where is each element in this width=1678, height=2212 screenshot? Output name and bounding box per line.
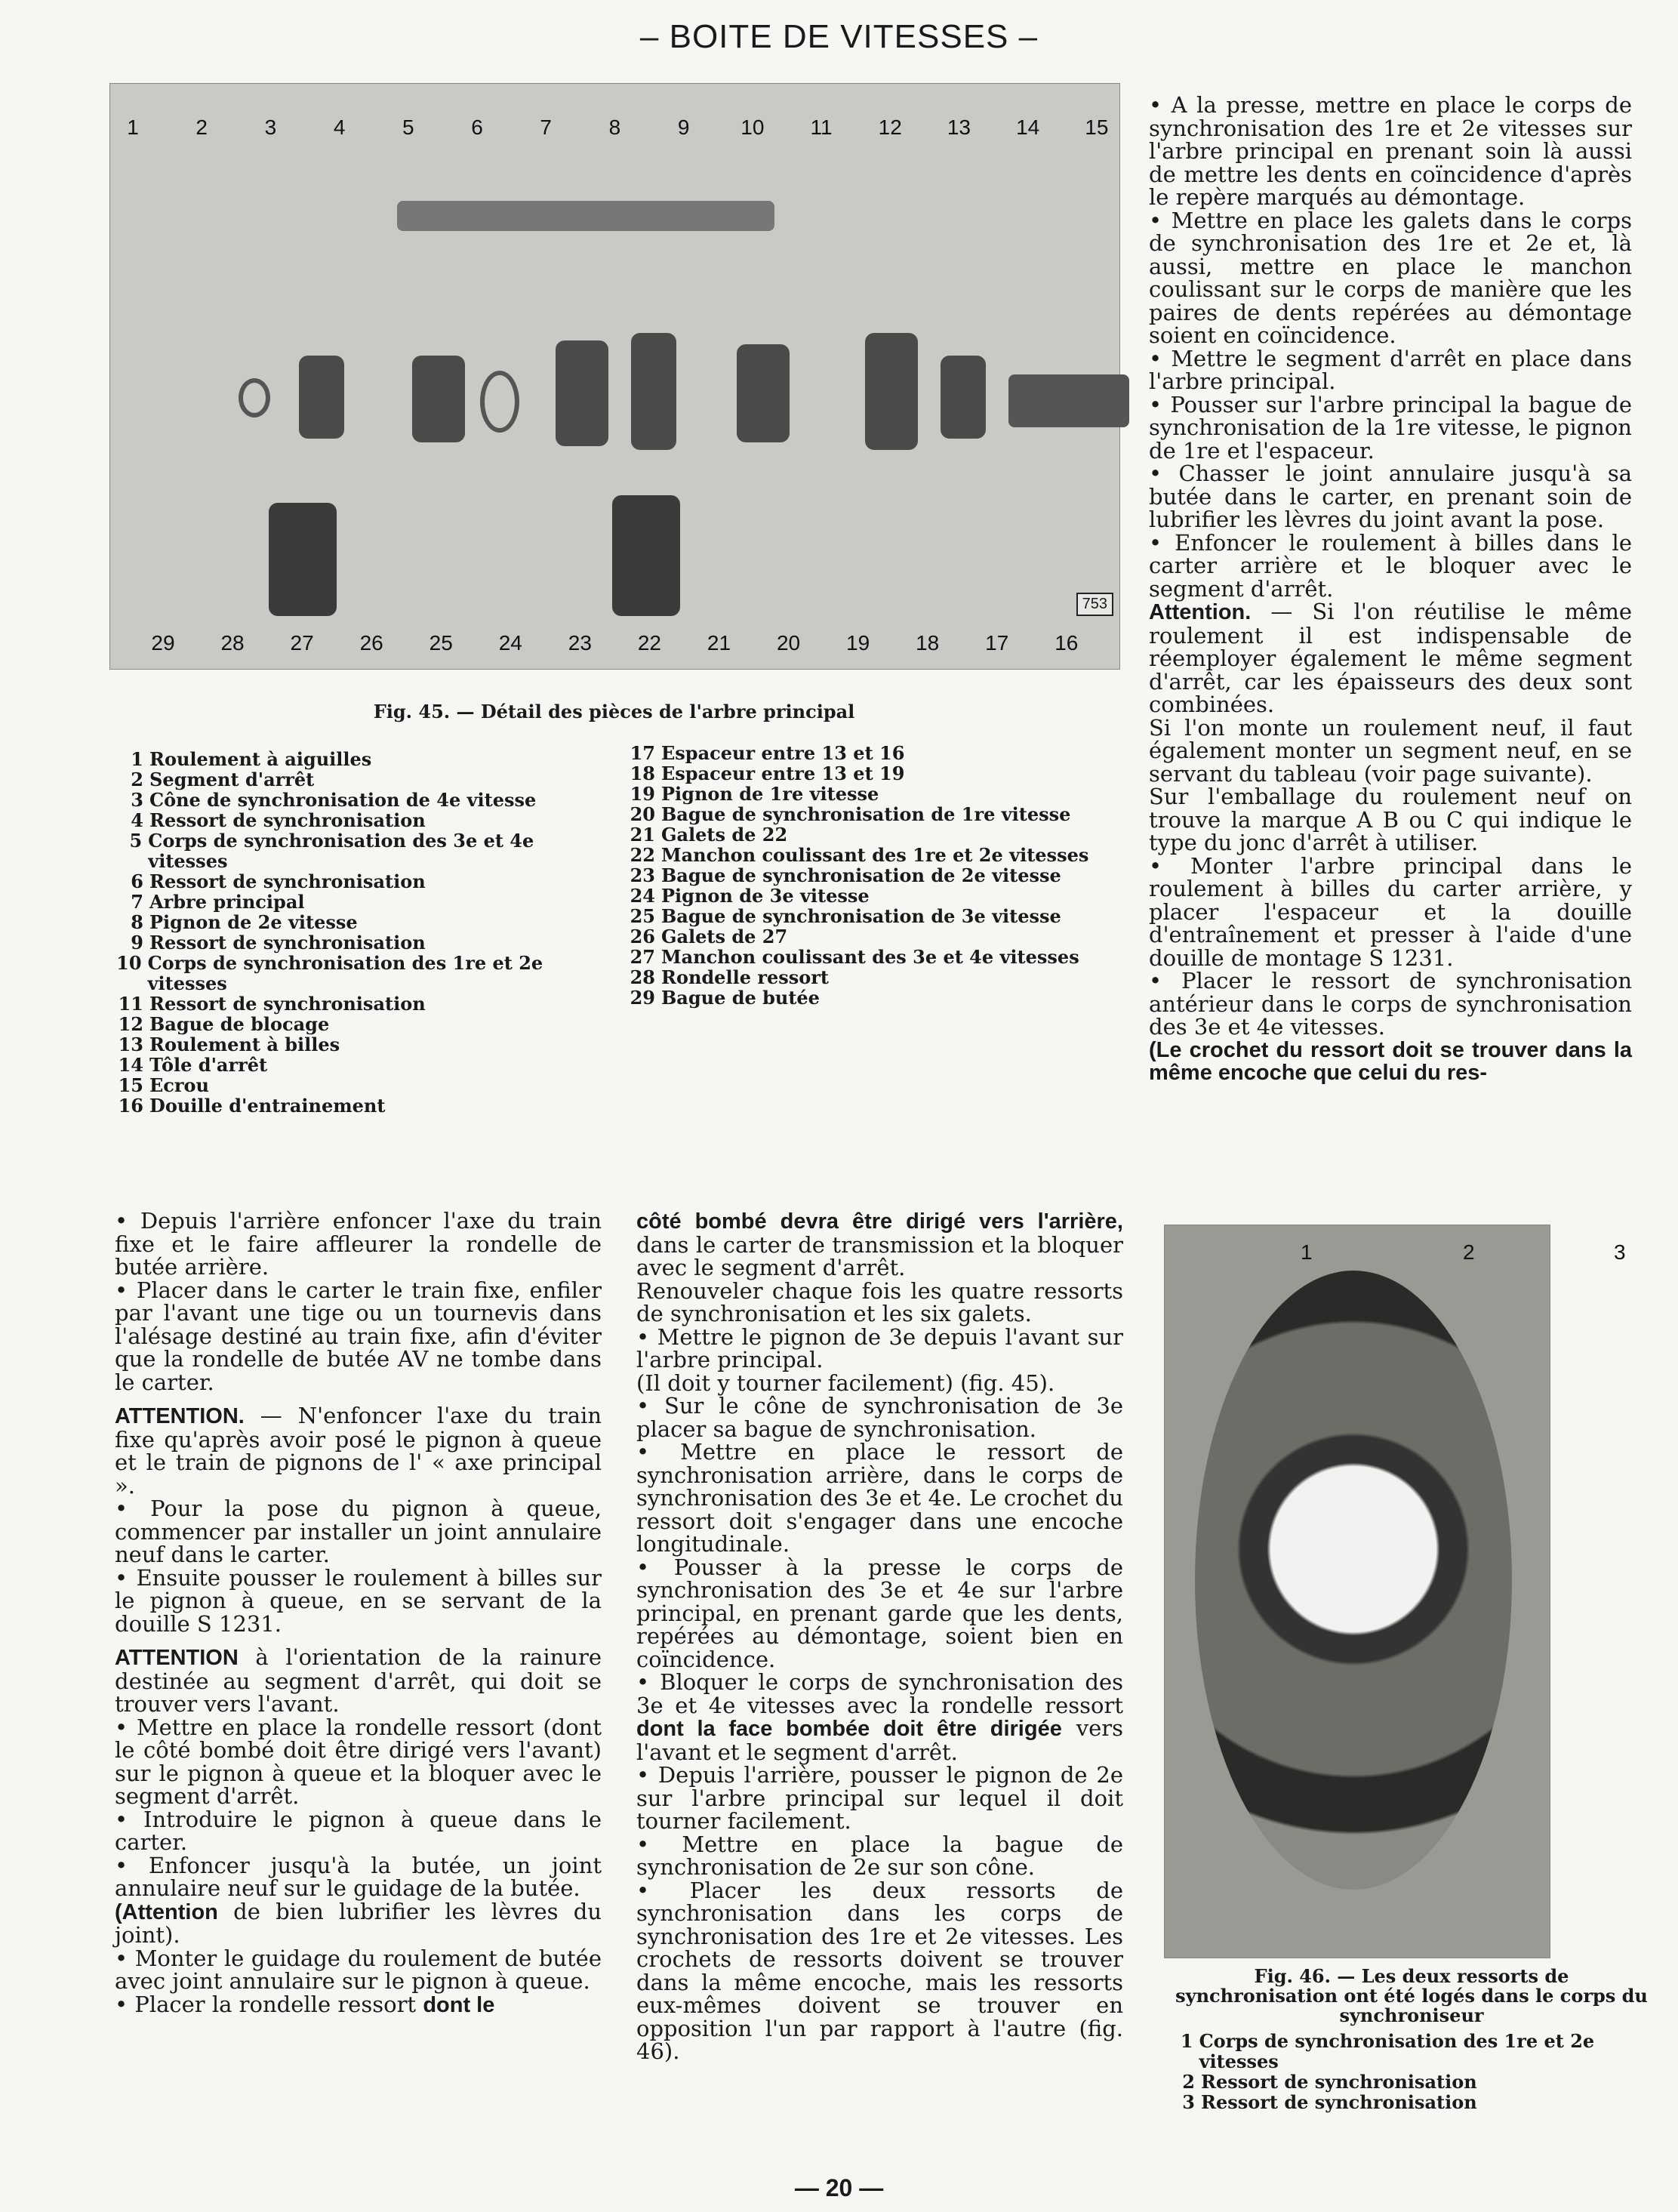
item-number: 8 <box>131 911 143 933</box>
paragraph: • Bloquer le corps de synchronisation des 3e et 4e vitesses avec la rondelle ressort <box>636 1669 1123 1718</box>
callout-number: 4 <box>333 116 346 139</box>
list-item <box>115 790 598 810</box>
item-number: 22 <box>630 844 655 866</box>
attention-label: Attention. <box>1149 600 1252 624</box>
paragraph: • Pousser à la presse le corps de synchronisation des 3e et 4e sur l'arbre principal, en prenant garde que les dents, repérées au démontage, soient bien en coïncidence. <box>636 1554 1123 1672</box>
item-text: Ressort de synchronisation <box>1201 2091 1477 2113</box>
item-text: Ressort de synchronisation <box>149 809 426 831</box>
item-number: 18 <box>630 762 655 784</box>
fig45-caption: Fig. 45. — Détail des pièces de l'arbre principal <box>373 701 855 722</box>
paragraph: Si l'on monte un roulement neuf, il faut également monter un segment neuf, en se servant du tableau (voir page suivante). <box>1149 714 1632 787</box>
item-text: Bague de butée <box>661 987 820 1009</box>
item-text: Roulement à aiguilles <box>149 748 372 770</box>
item-text: Douille d'entrainement <box>149 1095 386 1117</box>
paragraph: Sur l'emballage du roulement neuf on trouve la marque A B ou C qui indique le type du jonc d'arrêt à utiliser. <box>1149 784 1632 855</box>
paragraph: • Chasser le joint annulaire jusqu'à sa butée dans le carter, en prenant soin de lubrifier les lèvres du joint avant la pose. <box>1149 461 1632 532</box>
synchronizer-gear-image <box>1195 1271 1512 1890</box>
paragraph: • Sur le cône de synchronisation de 3e placer sa bague de synchronisation. <box>636 1393 1123 1442</box>
list-item <box>1166 2072 1649 2092</box>
callout-number: 20 <box>776 631 801 655</box>
item-text: Arbre principal <box>149 891 305 913</box>
callout-number: 17 <box>985 631 1009 655</box>
fig45-top-numbers <box>110 116 1119 140</box>
callout-number: 18 <box>916 631 940 655</box>
item-text: Pignon de 1re vitesse <box>661 783 879 805</box>
paragraph: • Placer les deux ressorts de synchronisation dans les corps de synchronisation des 1re et 2e vitesses. Les crochets de ressorts doivent se trouver dans la même encoche, mais les ressorts eux-mêmes doivent se trouver en opposition l'un par rapport à l'autre (fig. 46). <box>636 1877 1123 2064</box>
paragraph: de bien lubrifier les lèvres du joint). <box>115 1898 602 1948</box>
item-text: Ressort de synchronisation <box>149 870 426 892</box>
paragraph: • Mettre en place la bague de synchronisation de 2e sur son cône. <box>636 1831 1123 1880</box>
item-text: Ressort de synchronisation <box>1201 2071 1477 2093</box>
callout-number: 13 <box>947 116 971 139</box>
list-item <box>627 804 1110 824</box>
item-number: 17 <box>630 742 655 764</box>
item-text: Cône de synchronisation de 4e vitesse <box>149 789 537 811</box>
item-number: 5 <box>129 830 143 852</box>
paragraph: • Placer dans le carter le train fixe, enfiler par l'avant une tige ou un tournevis dans l'alésage destiné au train fixe, afin d'éviter que la rondelle de butée AV ne tombe dans le carter. <box>115 1277 602 1395</box>
paragraph: • Mettre en place la rondelle ressort (dont le côté bombé doit être dirigé vers l'avant) sur le pignon à queue et la bloquer avec le segment d'arrêt. <box>115 1714 602 1809</box>
item-text: Corps de synchronisation des 1re et 2e vitesses <box>147 952 543 994</box>
list-item <box>627 865 1110 886</box>
attention-label: ATTENTION. <box>115 1404 245 1428</box>
callout-number: 16 <box>1055 631 1079 655</box>
item-text: Bague de synchronisation de 1re vitesse <box>661 803 1071 825</box>
fig46-label-2: 2 <box>1463 1240 1475 1264</box>
list-item <box>627 926 1110 947</box>
callout-number: 5 <box>402 116 414 139</box>
item-number: 25 <box>630 905 655 927</box>
attention-label: (Attention <box>115 1899 218 1924</box>
paragraph: • Enfoncer jusqu'à la butée, un joint annulaire neuf sur le guidage de la butée. <box>115 1852 602 1901</box>
list-item <box>627 947 1110 967</box>
callout-number: 11 <box>810 116 833 139</box>
paragraph: • Depuis l'arrière, pousser le pignon de 2e sur l'arbre principal sur lequel il doit tourner facilement. <box>636 1762 1123 1834</box>
item-text: Bague de blocage <box>149 1013 330 1035</box>
paragraph: Renouveler chaque fois les quatre ressorts de synchronisation et les six galets. <box>636 1277 1123 1326</box>
item-text: Pignon de 3e vitesse <box>661 885 870 907</box>
list-item <box>115 912 598 932</box>
attention-label: ATTENTION <box>115 1646 239 1670</box>
paragraph: vers l'avant et le segment d'arrêt. <box>636 1715 1123 1765</box>
callout-number: 29 <box>151 631 175 655</box>
list-item <box>115 1095 598 1116</box>
item-text: Corps de synchronisation des 3e et 4e vitesses <box>148 830 534 872</box>
list-item <box>627 886 1110 906</box>
list-item <box>627 906 1110 926</box>
item-number: 28 <box>630 966 655 988</box>
list-item <box>627 987 1110 1008</box>
fig45-stamp: 753 <box>1076 593 1113 616</box>
item-number: 15 <box>118 1074 143 1096</box>
item-text: Ecrou <box>149 1074 210 1096</box>
item-number: 3 <box>1182 2091 1195 2113</box>
item-text: Espaceur entre 13 et 16 <box>661 742 905 764</box>
item-number: 19 <box>630 783 655 805</box>
list-item <box>1166 2092 1649 2112</box>
list-item <box>1166 2031 1649 2072</box>
callout-number: 22 <box>637 631 662 655</box>
list-item <box>115 1014 598 1034</box>
list-item <box>115 953 598 994</box>
item-text: Manchon coulissant des 3e et 4e vitesses <box>661 946 1079 968</box>
callout-number: 27 <box>290 631 314 655</box>
fig46-label-1: 1 <box>1301 1240 1313 1264</box>
fig46-legend <box>1166 2031 1649 2112</box>
callout-number: 14 <box>1016 116 1040 139</box>
fig46-caption: Fig. 46. — Les deux ressorts de synchronisation ont été logés dans le corps du synchroniseur <box>1175 1965 1648 2026</box>
paragraph: • Mettre en place le ressort de synchronisation arrière, dans le corps de synchronisation des 3e et 4e. Le crochet du ressort doit s'engager dans une encoche longitudinale. <box>636 1439 1123 1557</box>
item-text: Bague de synchronisation de 2e vitesse <box>661 864 1061 886</box>
callout-number: 1 <box>127 116 139 139</box>
item-text: Galets de 22 <box>661 824 788 846</box>
list-item <box>115 769 598 790</box>
fig45-bottom-numbers <box>110 631 1119 655</box>
callout-number: 3 <box>264 116 277 139</box>
list-item <box>115 749 598 769</box>
paragraph: • Ensuite pousser le roulement à billes sur le pignon à queue, en se servant de la douille S 1231. <box>115 1564 602 1637</box>
paragraph: — N'enfoncer l'axe du train fixe qu'après avoir posé le pignon à queue et le train de pignons de l' « axe principal ». <box>115 1403 602 1499</box>
item-number: 11 <box>118 993 143 1015</box>
list-item <box>115 1034 598 1055</box>
paragraph: • Pour la pose du pignon à queue, commencer par installer un joint annulaire neuf dans le carter. <box>115 1496 602 1567</box>
item-number: 16 <box>118 1095 143 1117</box>
list-item <box>115 932 598 953</box>
item-number: 1 <box>1180 2030 1193 2052</box>
list-item <box>627 845 1110 865</box>
item-text: Tôle d'arrêt <box>149 1054 268 1076</box>
paragraph: • Mettre le pignon de 3e depuis l'avant sur l'arbre principal. <box>636 1323 1123 1372</box>
parts-list-left <box>115 749 598 1116</box>
main-shaft-image <box>397 201 774 231</box>
item-text: Ressort de synchronisation <box>149 932 426 954</box>
item-number: 23 <box>630 864 655 886</box>
paragraph: (Il doit y tourner facilement) (fig. 45). <box>636 1369 1055 1396</box>
list-item <box>115 892 598 912</box>
callout-number: 15 <box>1085 116 1109 139</box>
list-item <box>115 1075 598 1095</box>
callout-number: 21 <box>707 631 731 655</box>
paragraph: dans le carter de transmission et la bloquer avec le segment d'arrêt. <box>636 1231 1123 1280</box>
callout-number: 10 <box>740 116 765 139</box>
item-text: Pignon de 2e vitesse <box>149 911 358 933</box>
page-header: – BOITE DE VITESSES – <box>639 18 1039 55</box>
item-number: 7 <box>131 891 143 913</box>
item-number: 4 <box>131 809 143 831</box>
callout-number: 6 <box>471 116 483 139</box>
paragraph: • Pousser sur l'arbre principal la bague de synchronisation de la 1re vitesse, le pignon de 1re et l'espaceur. <box>1149 391 1632 464</box>
item-text: Ressort de synchronisation <box>149 993 426 1015</box>
list-item <box>627 743 1110 763</box>
item-number: 13 <box>118 1034 143 1055</box>
paragraph: • Monter l'arbre principal dans le roulement à billes du carter arrière, y placer l'espaceur et la douille d'entraînement et presser à l'aide d'une douille de montage S 1231. <box>1149 852 1632 971</box>
callout-number: 9 <box>677 116 690 139</box>
attention-text: — Si l'on réutilise le même roulement il est indispensable de réemployer également le même segment d'arrêt, car les épaisseurs des deux sont combinées. <box>1149 599 1632 717</box>
paragraph: • Introduire le pignon à queue dans le carter. <box>115 1806 602 1855</box>
bold-text: côté bombé devra être dirigé vers l'arrière, <box>636 1209 1123 1234</box>
list-item <box>627 967 1110 987</box>
list-item <box>115 994 598 1014</box>
callout-number: 28 <box>220 631 245 655</box>
callout-number: 2 <box>196 116 208 139</box>
callout-number: 19 <box>846 631 870 655</box>
callout-number: 8 <box>608 116 621 139</box>
callout-number: 12 <box>878 116 902 139</box>
item-number: 3 <box>131 789 143 811</box>
list-item <box>115 1055 598 1075</box>
callout-number: 25 <box>429 631 453 655</box>
item-number: 20 <box>630 803 655 825</box>
callout-number: 26 <box>359 631 383 655</box>
item-number: 12 <box>118 1013 143 1035</box>
bold-text: dont le <box>423 1992 495 2017</box>
list-item <box>115 810 598 830</box>
item-text: Galets de 27 <box>661 926 788 947</box>
item-number: 1 <box>131 748 143 770</box>
spring-hook-note: (Le crochet du ressort doit se trouver dans la même encoche que celui du res- <box>1149 1037 1632 1085</box>
paragraph: • Placer le ressort de synchronisation antérieur dans le corps de synchronisation des 3e et 4e vitesses. <box>1149 968 1632 1040</box>
paragraph: • Depuis l'arrière enfoncer l'axe du train fixe et le faire affleurer la rondelle de butée arrière. <box>115 1208 602 1280</box>
item-number: 21 <box>630 824 655 846</box>
column-middle-bottom <box>636 1209 1123 2063</box>
fig46-photo <box>1164 1225 1626 1958</box>
item-number: 2 <box>1182 2071 1195 2093</box>
list-item <box>115 871 598 892</box>
list-item <box>627 763 1110 784</box>
item-number: 24 <box>630 885 655 907</box>
item-text: Bague de synchronisation de 3e vitesse <box>661 905 1061 927</box>
parts-list-right <box>627 743 1110 1008</box>
paragraph: • Mettre en place les galets dans le corps de synchronisation des 1re et 2e et, là aussi, mettre en place le manchon coulissant sur le corps de manière que les paires de dents repérées au démontage soient en coïncidence. <box>1149 207 1632 348</box>
list-item <box>627 824 1110 845</box>
item-number: 9 <box>131 932 143 954</box>
item-text: Manchon coulissant des 1re et 2e vitesses <box>661 844 1089 866</box>
callout-number: 23 <box>568 631 592 655</box>
item-number: 27 <box>630 946 655 968</box>
callout-number: 7 <box>540 116 552 139</box>
paragraph: • Mettre le segment d'arrêt en place dans l'arbre principal. <box>1149 345 1632 394</box>
list-item <box>115 830 598 871</box>
item-text: Corps de synchronisation des 1re et 2e vitesses <box>1199 2030 1595 2072</box>
paragraph: • A la presse, mettre en place le corps de synchronisation des 1re et 2e vitesses sur l'arbre principal en prenant soin là aussi de mettre les dents en coïncidence d'après le repère marqués au démontage. <box>1149 92 1632 210</box>
page-number: — 20 — <box>794 2174 884 2201</box>
column-right-top <box>1149 94 1632 1085</box>
column-left-bottom <box>115 1209 602 2016</box>
item-text: Roulement à billes <box>149 1034 340 1055</box>
item-number: 6 <box>131 870 143 892</box>
item-text: Rondelle ressort <box>661 966 829 988</box>
paragraph: à l'orientation de la rainure destinée au segment d'arrêt, qui doit se trouver vers l'avant. <box>115 1644 602 1717</box>
item-number: 10 <box>116 952 142 974</box>
list-item <box>627 784 1110 804</box>
item-number: 26 <box>630 926 655 947</box>
item-text: Espaceur entre 13 et 19 <box>661 762 905 784</box>
callout-number: 24 <box>498 631 522 655</box>
item-number: 14 <box>118 1054 143 1076</box>
item-number: 29 <box>630 987 655 1009</box>
fig46-label-3: 3 <box>1614 1240 1626 1264</box>
paragraph: • Placer la rondelle ressort <box>115 1991 423 2017</box>
item-number: 2 <box>131 769 143 790</box>
fig45-photo <box>109 83 1120 670</box>
bold-text: dont la face bombée doit être dirigée <box>636 1717 1062 1741</box>
paragraph: • Enfoncer le roulement à billes dans le carter arrière et le bloquer avec le segment d'arrêt. <box>1149 529 1632 602</box>
item-text: Segment d'arrêt <box>149 769 315 790</box>
paragraph: • Monter le guidage du roulement de butée avec joint annulaire sur le pignon à queue. <box>115 1945 602 1994</box>
